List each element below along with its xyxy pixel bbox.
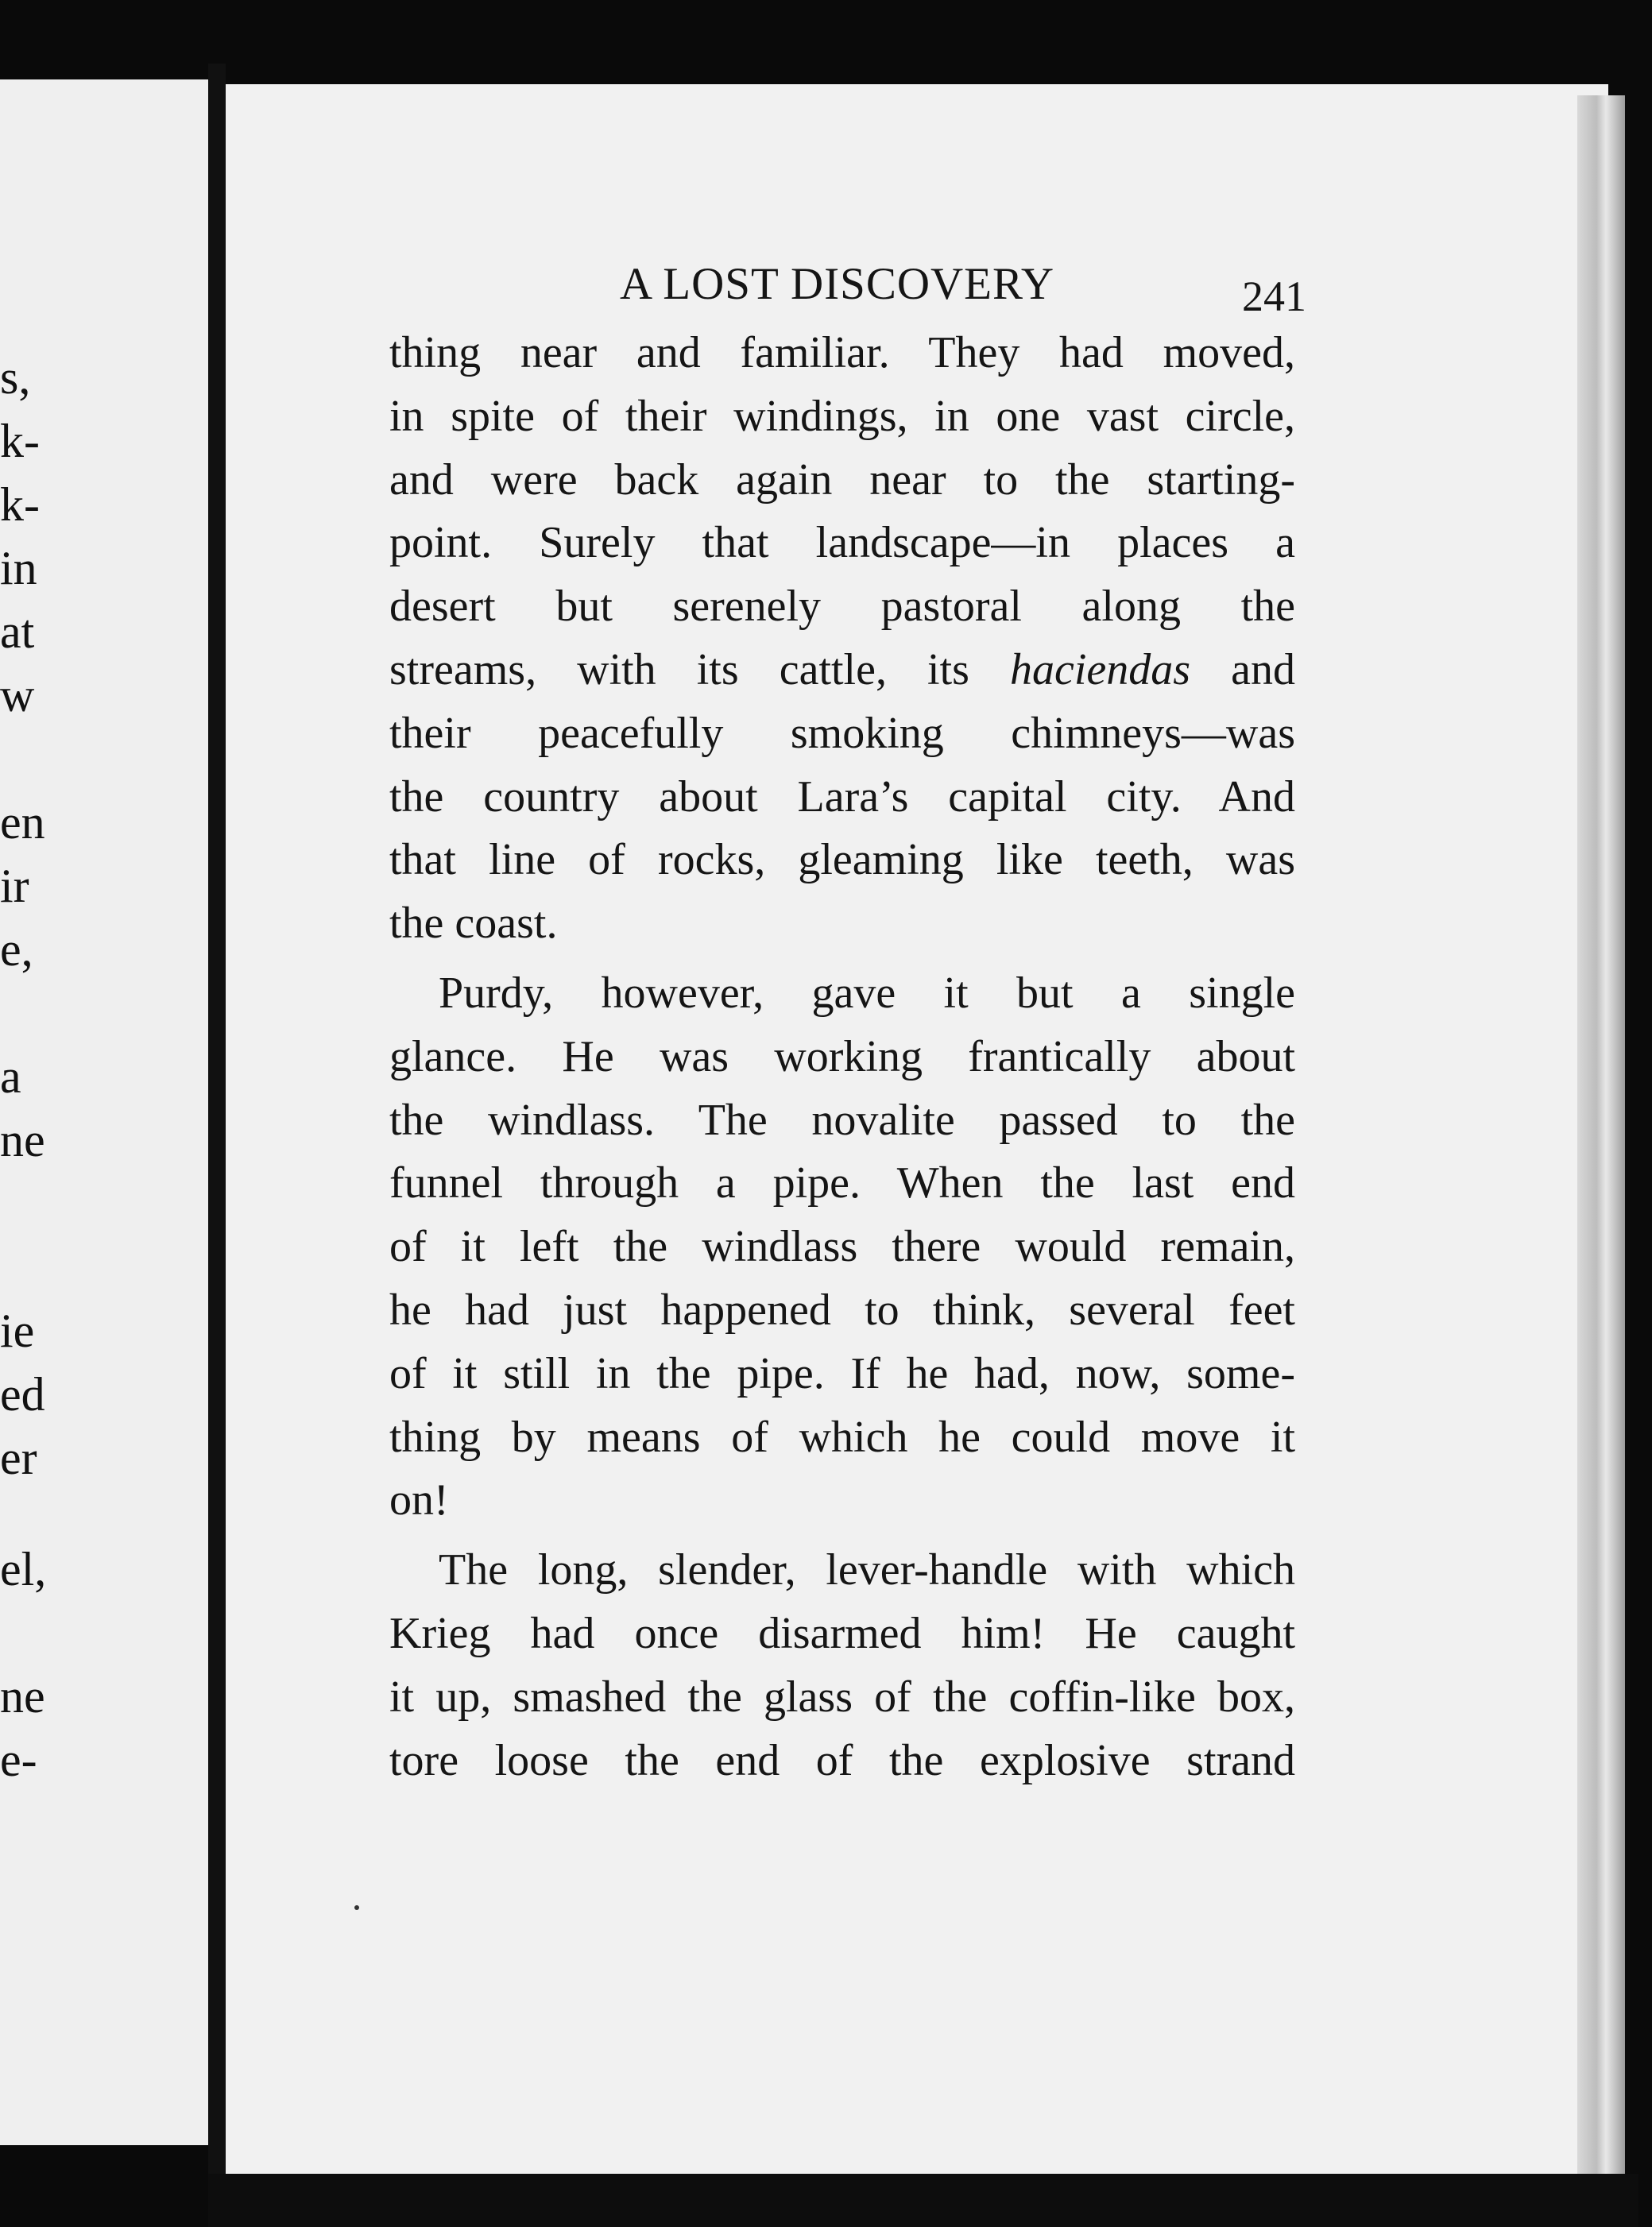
- paragraph: [389, 962, 1295, 1533]
- paragraph: [389, 322, 1295, 956]
- fragment: s,: [0, 351, 31, 404]
- speck: [354, 1905, 359, 1910]
- fragment: e,: [0, 923, 33, 976]
- text-line: on!: [389, 1475, 449, 1525]
- text-line: of it left the windlass there would remain,: [389, 1222, 1295, 1272]
- fragment: at: [0, 605, 35, 658]
- fragment: e-: [0, 1734, 37, 1786]
- fragment: ie: [0, 1305, 35, 1357]
- page-edge: [1577, 95, 1625, 2193]
- book-gutter: [208, 64, 226, 2177]
- fragment: en: [0, 796, 45, 849]
- fragment: k-: [0, 415, 40, 467]
- text-line: thing near and familiar. They had moved,: [389, 328, 1295, 377]
- facing-page-text-fragments: [0, 79, 47, 2145]
- text-line: desert but serenely pastoral along the: [389, 582, 1295, 632]
- fragment: el,: [0, 1543, 47, 1595]
- fragment: ne: [0, 1114, 45, 1166]
- text-line: their peacefully smoking chimneys—was: [389, 708, 1295, 758]
- text-line: streams, with its cattle, its haciendas and: [389, 644, 1295, 694]
- fragment: er: [0, 1432, 37, 1484]
- paragraph: [389, 1539, 1295, 1792]
- text-line: Purdy, however, gave it but a single: [439, 968, 1295, 1018]
- fragment: k-: [0, 478, 40, 531]
- text-line: in spite of their windings, in one vast circle,: [389, 391, 1295, 441]
- italic-word: haciendas: [1010, 644, 1191, 694]
- text-line: that line of rocks, gleaming like teeth, was: [389, 835, 1295, 885]
- running-head: A LOST DISCOVERY: [620, 259, 1055, 309]
- scan-bottom-edge: [208, 2174, 1638, 2227]
- text-line: the windlass. The novalite passed to the: [389, 1095, 1295, 1145]
- page-number: 241: [1242, 273, 1306, 320]
- fragment: w: [0, 669, 35, 721]
- fragment: in: [0, 542, 37, 594]
- fragment: ed: [0, 1368, 45, 1421]
- text-line: tore loose the end of the explosive strand: [389, 1735, 1295, 1785]
- text-line: point. Surely that landscape—in places a: [389, 518, 1295, 568]
- fragment: ir: [0, 860, 29, 912]
- text-line: and were back again near to the starting-: [389, 454, 1295, 505]
- text-line: funnel through a pipe. When the last end: [389, 1158, 1295, 1208]
- facing-page-left: [0, 79, 208, 2145]
- text-line: thing by means of which he could move it: [389, 1412, 1295, 1462]
- fragment: ne: [0, 1670, 45, 1722]
- text-line: of it still in the pipe. If he had, now, some-: [389, 1348, 1295, 1398]
- fragment: a: [0, 1050, 21, 1103]
- text-line: it up, smashed the glass of the coffin-like box,: [389, 1672, 1295, 1722]
- body-text: [389, 322, 1295, 1792]
- text-line: he had just happened to think, several feet: [389, 1285, 1295, 1335]
- text-line: The long, slender, lever-handle with which: [439, 1545, 1295, 1595]
- text-line: the country about Lara’s capital city. And: [389, 771, 1295, 822]
- text-line: Krieg had once disarmed him! He caught: [389, 1608, 1295, 1658]
- text-line: the coast.: [389, 899, 558, 949]
- text-line: glance. He was working frantically about: [389, 1031, 1295, 1081]
